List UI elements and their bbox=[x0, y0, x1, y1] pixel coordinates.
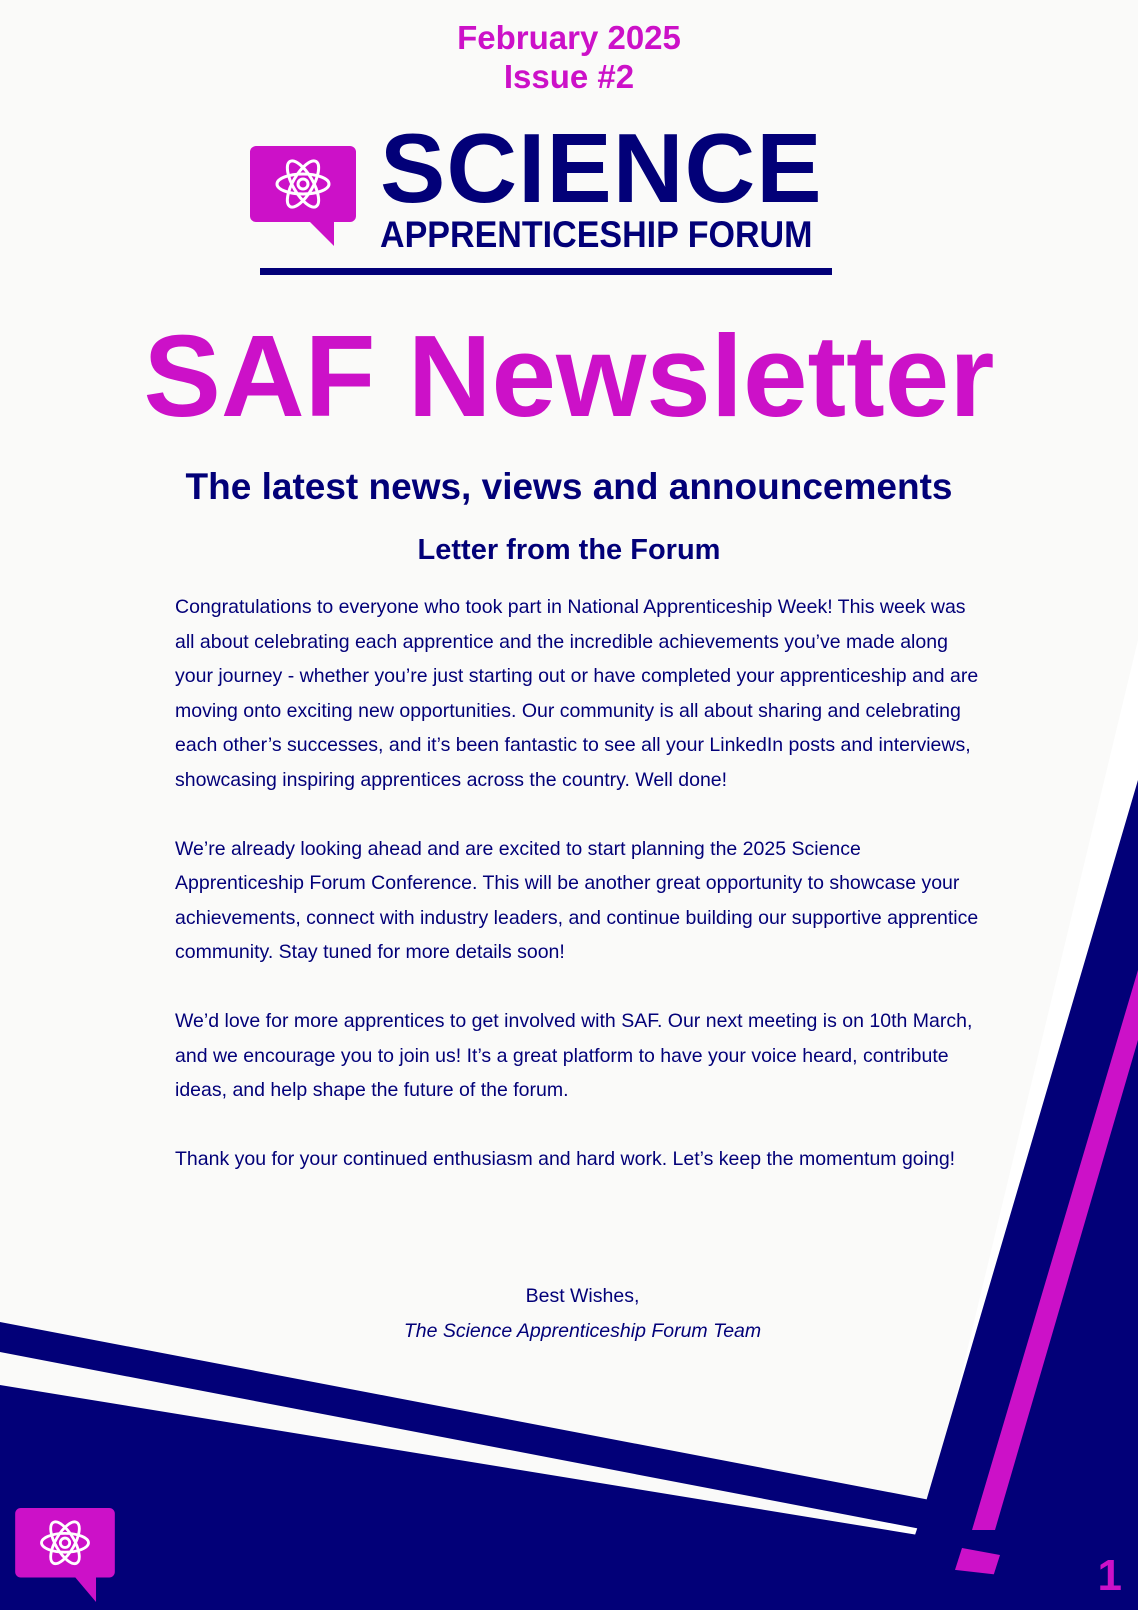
signoff-greeting: Best Wishes, bbox=[525, 1285, 640, 1307]
atom-speech-bubble-icon bbox=[250, 146, 356, 246]
letter-paragraph: We’re already looking ahead and are excited to start planning the 2025 Science Apprenticeship Forum Conference. This will be another great opportunity to showcase your achievements, connect with industry leaders, and continue building our supportive apprentice community. Stay tuned for more details soon! bbox=[175, 837, 979, 963]
page-number: 1 bbox=[1097, 1551, 1122, 1600]
issue-number: Issue #2 bbox=[503, 58, 635, 95]
signoff-signature: The Science Apprenticeship Forum Team bbox=[403, 1319, 762, 1342]
issue-date: February 2025 bbox=[457, 19, 681, 56]
issue-info bbox=[0, 18, 1138, 96]
letter-paragraph: We’d love for more apprentices to get involved with SAF. Our next meeting is on 10th March, and we encourage you to join us! It’s a great platform to have your voice heard, contribute ideas, and help shape the future of the forum. bbox=[175, 1010, 973, 1101]
atom-speech-bubble-icon bbox=[12, 1508, 118, 1602]
newsletter-subtitle: The latest news, views and announcements bbox=[185, 466, 953, 507]
logo-wordmark-science: SCIENCE bbox=[380, 113, 823, 223]
letter-paragraph: Congratulations to everyone who took part in National Apprenticeship Week! This week was all about celebrating each apprentice and the incredible achievements you’ve made along your journey - whether you’re just starting out or have completed your apprenticeship and are moving onto exciting new opportunities. Our community is all about sharing and celebrating each other’s successes, and it’s been fantastic to see all your LinkedIn posts and interviews, showcasing inspiring apprentices across the country. Well done! bbox=[175, 596, 979, 791]
logo-wordmark-forum: APPRENTICESHIP FORUM bbox=[380, 214, 813, 255]
newsletter-title: SAF Newsletter bbox=[143, 311, 995, 441]
letter-body bbox=[175, 590, 990, 1211]
section-heading: Letter from the Forum bbox=[417, 534, 721, 566]
forum-logo bbox=[250, 113, 840, 276]
letter-paragraph: Thank you for your continued enthusiasm and hard work. Let’s keep the momentum going! bbox=[175, 1148, 956, 1170]
logo-underline bbox=[260, 268, 832, 275]
letter-signoff bbox=[0, 1279, 1138, 1348]
